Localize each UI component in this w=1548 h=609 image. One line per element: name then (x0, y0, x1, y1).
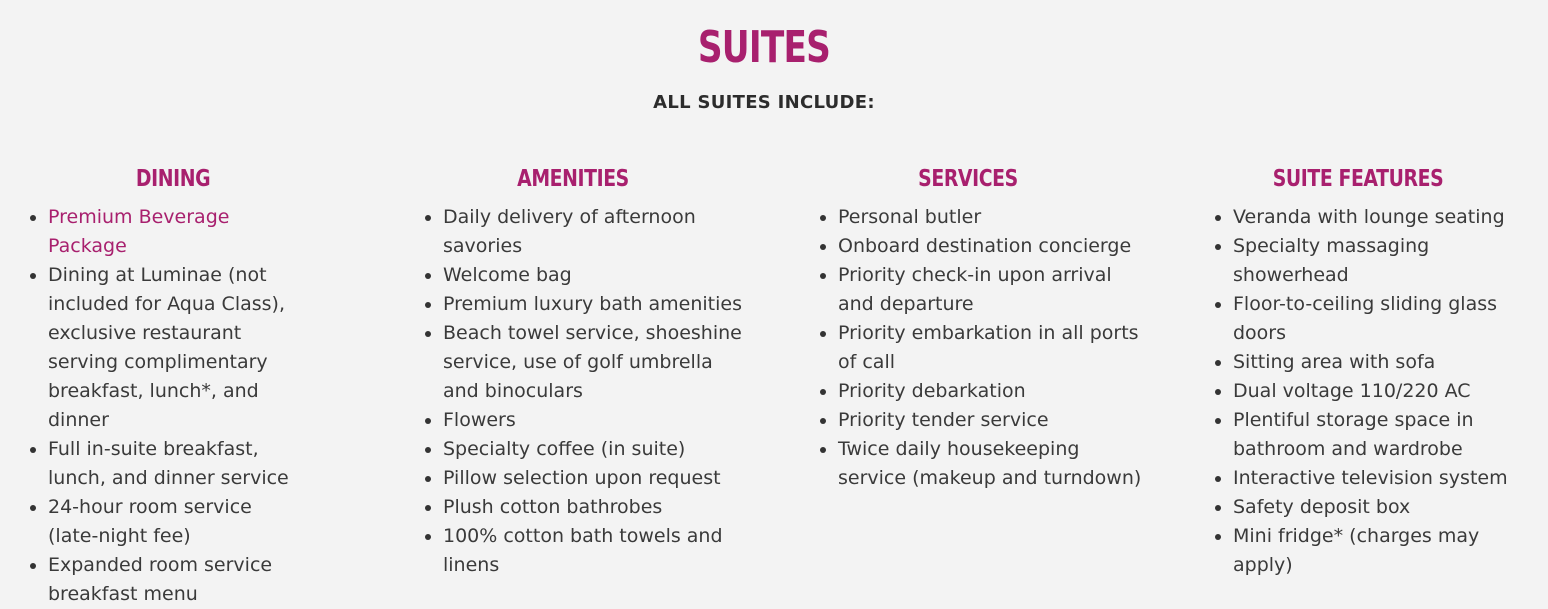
list-item-text: Welcome bag (443, 264, 572, 286)
bullet-icon (30, 563, 36, 569)
list-item (818, 319, 1143, 377)
list-item (818, 377, 1143, 406)
bullet-icon (425, 273, 431, 279)
dining-column (28, 163, 368, 609)
list-item (423, 203, 743, 261)
list-item-text: Dining at Luminae (not included for Aqua Class), exclusive restaurant serving complimentary breakfast, lunch*, and dinner (48, 264, 285, 431)
bullet-icon (425, 418, 431, 424)
list-item-text: Specialty coffee (in suite) (443, 438, 686, 460)
list-item (1213, 232, 1513, 290)
list-item (28, 261, 308, 435)
list-item (1213, 377, 1513, 406)
list-item-text: Safety deposit box (1233, 496, 1411, 518)
list-item-text: Pillow selection upon request (443, 467, 721, 489)
list-item (818, 435, 1143, 493)
list-item-text: Twice daily housekeeping service (makeup and turndown) (838, 438, 1142, 489)
list-item (1213, 406, 1513, 464)
services-heading: SERVICES (918, 166, 1018, 192)
bullet-icon (820, 244, 826, 250)
list-item (423, 290, 743, 319)
list-item-text: Personal butler (838, 206, 982, 228)
bullet-icon (1215, 244, 1221, 250)
list-item (28, 435, 308, 493)
amenities-heading: AMENITIES (517, 166, 629, 192)
list-item (423, 435, 743, 464)
amenities-list (423, 203, 743, 580)
bullet-icon (30, 215, 36, 221)
list-item-text: Interactive television system (1233, 467, 1508, 489)
list-item-text: Onboard destination concierge (838, 235, 1132, 257)
services-column (818, 163, 1158, 493)
list-item-text: Priority debarkation (838, 380, 1026, 402)
list-item (423, 406, 743, 435)
list-item-text: Specialty massaging showerhead (1233, 235, 1430, 286)
bullet-icon (1215, 302, 1221, 308)
list-item (28, 551, 308, 609)
list-item-text: Plush cotton bathrobes (443, 496, 663, 518)
list-item-text: Flowers (443, 409, 516, 431)
list-item-text: Priority embarkation in all ports of call (838, 322, 1139, 373)
list-item (1213, 348, 1513, 377)
list-item-text: Full in-suite breakfast, lunch, and dinner service (48, 438, 289, 489)
services-list (818, 203, 1143, 493)
bullet-icon (425, 302, 431, 308)
page-subtitle: ALL SUITES INCLUDE: (653, 92, 875, 113)
bullet-icon (820, 447, 826, 453)
bullet-icon (820, 273, 826, 279)
list-item-text: Premium luxury bath amenities (443, 293, 742, 315)
amenities-column (423, 163, 763, 580)
bullet-icon (820, 331, 826, 337)
bullet-icon (1215, 360, 1221, 366)
bullet-icon (1215, 505, 1221, 511)
list-item-text: Plentiful storage space in bathroom and wardrobe (1233, 409, 1474, 460)
bullet-icon (820, 418, 826, 424)
suite-features-heading: SUITE FEATURES (1272, 166, 1444, 192)
list-item (423, 464, 743, 493)
list-item (423, 493, 743, 522)
bullet-icon (425, 215, 431, 221)
list-item-text: Daily delivery of afternoon savories (443, 206, 696, 257)
list-item-text: Floor-to-ceiling sliding glass doors (1233, 293, 1498, 344)
list-item (1213, 203, 1513, 232)
list-item (1213, 493, 1513, 522)
list-item-text: Priority check-in upon arrival and departure (838, 264, 1112, 315)
list-item (423, 319, 743, 406)
page-title: SUITES (697, 22, 831, 73)
bullet-icon (425, 331, 431, 337)
list-item (1213, 290, 1513, 348)
list-item (28, 493, 308, 551)
suite-features-column (1213, 163, 1548, 580)
list-item-text: Veranda with lounge seating (1233, 206, 1505, 228)
bullet-icon (1215, 476, 1221, 482)
bullet-icon (30, 505, 36, 511)
bullet-icon (30, 447, 36, 453)
list-item (818, 232, 1143, 261)
list-item[interactable] (28, 203, 308, 261)
bullet-icon (30, 273, 36, 279)
bullet-icon (820, 215, 826, 221)
suite-features-list (1213, 203, 1513, 580)
dining-list (28, 203, 308, 609)
list-item (1213, 464, 1513, 493)
bullet-icon (425, 534, 431, 540)
list-item-text: 100% cotton bath towels and linens (443, 525, 723, 576)
bullet-icon (425, 476, 431, 482)
bullet-icon (820, 389, 826, 395)
bullet-icon (1215, 418, 1221, 424)
dining-heading: DINING (135, 166, 211, 192)
premium-beverage-package-link[interactable]: Premium Beverage Package (48, 206, 230, 257)
list-item-text: Expanded room service breakfast menu (48, 554, 273, 605)
list-item (818, 406, 1143, 435)
list-item-text: 24-hour room service (late-night fee) (48, 496, 252, 547)
list-item (1213, 522, 1513, 580)
list-item (423, 522, 743, 580)
bullet-icon (425, 505, 431, 511)
bullet-icon (1215, 389, 1221, 395)
list-item (818, 203, 1143, 232)
list-item-text: Mini fridge* (charges may apply) (1233, 525, 1480, 576)
list-item (423, 261, 743, 290)
bullet-icon (1215, 215, 1221, 221)
list-item-text: Dual voltage 110/220 AC (1233, 380, 1471, 402)
list-item-text: Beach towel service, shoeshine service, use of golf umbrella and binoculars (443, 322, 742, 402)
bullet-icon (425, 447, 431, 453)
list-item-text: Sitting area with sofa (1233, 351, 1436, 373)
bullet-icon (1215, 534, 1221, 540)
list-item (818, 261, 1143, 319)
list-item-text: Priority tender service (838, 409, 1049, 431)
